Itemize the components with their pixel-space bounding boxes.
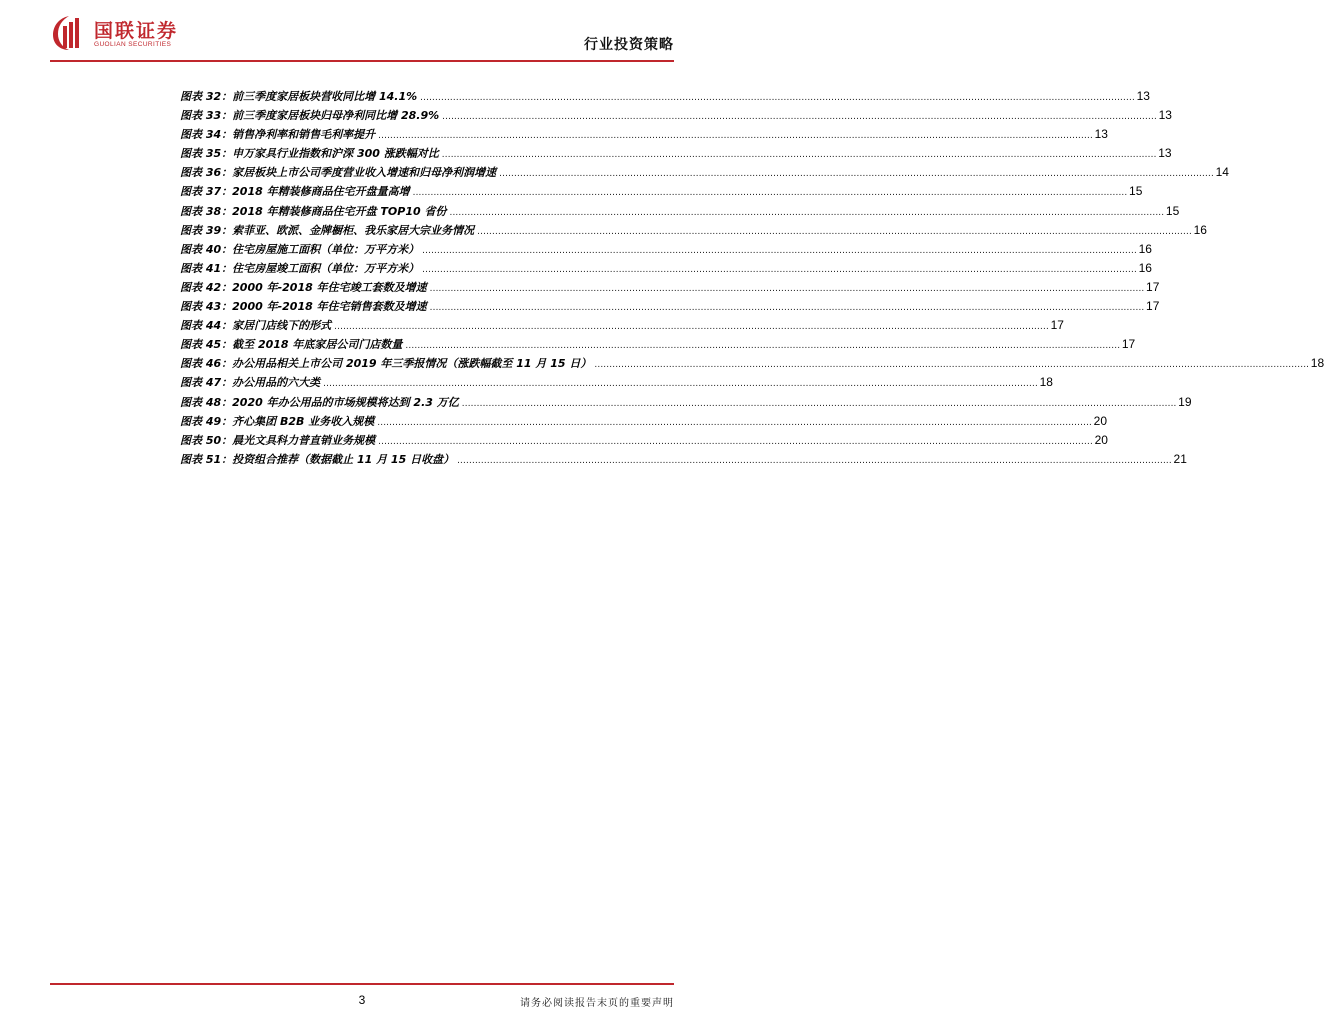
toc-entry-label: 图表 48： [180, 395, 233, 409]
toc-leader-dots [499, 164, 1214, 183]
toc-entry[interactable] [180, 259, 1152, 278]
toc-entry-title: 办公用品相关上市公司 2019 年三季报情况（涨跌幅截至 11 月 15 日） [232, 357, 592, 371]
toc-entry-label: 图表 35： [180, 147, 233, 161]
toc-entry-label: 图表 37： [180, 185, 233, 199]
header-divider [50, 60, 674, 62]
toc-entry-label: 图表 40： [180, 242, 233, 256]
toc-entry[interactable] [180, 202, 1180, 221]
toc-entry-title: 齐心集团 B2B 业务收入规模 [232, 414, 375, 428]
toc-entry[interactable] [180, 316, 1064, 335]
toc-entry[interactable] [180, 125, 1108, 144]
toc-entry-label: 图表 38： [180, 204, 233, 218]
toc-leader-dots [378, 432, 1093, 451]
disclaimer-note: 请务必阅读报告末页的重要声明 [520, 998, 674, 1009]
toc-entry[interactable] [180, 163, 1229, 182]
toc-entry-label: 图表 34： [180, 128, 233, 142]
toc-leader-dots [430, 298, 1145, 317]
toc-entry-page: 15 [1129, 184, 1143, 199]
toc-entry[interactable] [180, 144, 1172, 163]
toc-entry[interactable] [180, 240, 1152, 259]
toc-entry-label: 图表 41： [180, 261, 233, 275]
page-number: 3 [358, 993, 366, 1007]
toc-leader-dots [422, 241, 1137, 260]
toc-entry-page: 14 [1215, 165, 1229, 180]
toc-entry[interactable] [180, 182, 1143, 201]
toc-entry-title: 前三季度家居板块归母净利同比增 28.9% [232, 109, 440, 123]
toc-leader-dots [477, 222, 1192, 241]
toc-entry[interactable] [180, 450, 1187, 469]
toc-leader-dots [457, 451, 1172, 470]
toc-entry[interactable] [180, 297, 1160, 316]
toc-entry-page: 21 [1173, 451, 1187, 466]
toc-leader-dots [422, 260, 1137, 279]
toc-entry-label: 图表 39： [180, 223, 233, 237]
toc-leader-dots [442, 107, 1157, 126]
page-header [50, 12, 674, 60]
toc-entry-page: 16 [1138, 260, 1152, 275]
toc-entry-label: 图表 36： [180, 166, 233, 180]
toc-entry-label: 图表 46： [180, 357, 233, 371]
toc-entry-page: 16 [1138, 241, 1152, 256]
toc-entry-title: 2000 年-2018 年住宅销售套数及增速 [232, 300, 427, 314]
toc-leader-dots [377, 413, 1092, 432]
toc-entry-page: 17 [1121, 337, 1136, 352]
toc-entry-page: 17 [1146, 279, 1160, 294]
toc-entry-label: 图表 32： [180, 90, 233, 103]
toc-leader-dots [430, 279, 1145, 298]
toc-entry-label: 图表 51： [180, 452, 233, 466]
toc-entry-title: 住宅房屋施工面积（单位：万平方米） [232, 242, 420, 256]
toc-entry-title: 前三季度家居板块营收同比增 14.1% [232, 90, 418, 103]
toc-leader-dots [449, 203, 1164, 222]
toc-entry-title: 截至 2018 年底家居公司门店数量 [232, 338, 403, 352]
toc-entry-label: 图表 43： [180, 300, 233, 314]
toc-entry-page: 16 [1193, 222, 1207, 237]
toc-entry-title: 2018 年精装修商品住宅开盘量高增 [232, 185, 410, 199]
toc-leader-dots [334, 317, 1049, 336]
report-category: 行业投资策略 [584, 37, 674, 53]
toc-entry-title: 索菲亚、欧派、金牌橱柜、我乐家居大宗业务情况 [232, 223, 475, 237]
logo-english-text: GUOLIAN SECURITIES [94, 41, 172, 48]
toc-leader-dots [594, 355, 1309, 374]
toc-leader-dots [405, 336, 1120, 355]
toc-entry[interactable] [180, 335, 1136, 354]
toc-entry-label: 图表 33： [180, 109, 233, 123]
logo-chinese-text: 国联证券 [94, 20, 179, 42]
toc-entry-label: 图表 42： [180, 280, 233, 294]
guolian-logo-icon [50, 14, 88, 52]
toc-entry-title: 2018 年精装修商品住宅开盘 TOP10 省份 [232, 204, 447, 218]
toc-entry[interactable] [180, 278, 1160, 297]
toc-entry[interactable] [180, 221, 1207, 240]
company-logo [50, 12, 210, 56]
toc-entry-title: 办公用品的六大类 [232, 376, 321, 390]
toc-entry[interactable] [180, 412, 1108, 431]
toc-entry-page: 13 [1136, 89, 1150, 103]
toc-entry-page: 17 [1050, 318, 1064, 333]
toc-entry-label: 图表 47： [180, 376, 233, 390]
toc-entry-title: 晨光文具科力普直销业务规模 [232, 433, 376, 447]
toc-entry-page: 20 [1094, 432, 1108, 447]
toc-entry-label: 图表 49： [180, 414, 233, 428]
toc-entry[interactable] [180, 373, 1053, 392]
toc-entry-page: 18 [1039, 375, 1053, 390]
footer-divider [50, 983, 674, 985]
toc-entry-title: 申万家具行业指数和沪深 300 涨跌幅对比 [232, 147, 439, 161]
toc-leader-dots [378, 126, 1093, 145]
toc-entry-label: 图表 50： [180, 433, 233, 447]
toc-entry-page: 17 [1146, 299, 1160, 314]
toc-entry-page: 18 [1310, 356, 1324, 371]
toc-entry-label: 图表 44： [180, 319, 233, 333]
toc-entry[interactable] [180, 87, 1150, 106]
toc-entry-page: 13 [1158, 146, 1172, 161]
toc-entry-title: 销售净利率和销售毛利率提升 [232, 128, 376, 142]
toc-leader-dots [413, 183, 1128, 202]
toc-leader-dots [323, 374, 1038, 393]
toc-entry-title: 住宅房屋竣工面积（单位：万平方米） [232, 261, 420, 275]
toc-leader-dots [462, 394, 1177, 413]
toc-entry-title: 家居板块上市公司季度营业收入增速和归母净利润增速 [232, 166, 497, 180]
toc-leader-dots [420, 88, 1135, 107]
toc-entry-title: 家居门店线下的形式 [232, 319, 332, 333]
toc-entry[interactable] [180, 393, 1192, 412]
toc-entry-page: 15 [1165, 203, 1180, 218]
toc-entry[interactable] [180, 354, 1324, 373]
toc-entry-page: 20 [1093, 413, 1108, 428]
toc-leader-dots [442, 145, 1157, 164]
toc-entry-title: 投资组合推荐（数据截止 11 月 15 日收盘） [232, 452, 455, 466]
toc-entry[interactable] [180, 431, 1108, 450]
toc-entry-title: 2020 年办公用品的市场规模将达到 2.3 万亿 [232, 395, 459, 409]
toc-entry-page: 19 [1178, 394, 1192, 409]
toc-entry-page: 13 [1158, 108, 1172, 123]
toc-entry-title: 2000 年-2018 年住宅竣工套数及增速 [232, 280, 427, 294]
toc-entry-label: 图表 45： [180, 338, 233, 352]
toc-entry-page: 13 [1094, 127, 1108, 142]
toc-entry[interactable] [180, 106, 1172, 125]
figure-table-of-contents [180, 87, 1324, 469]
